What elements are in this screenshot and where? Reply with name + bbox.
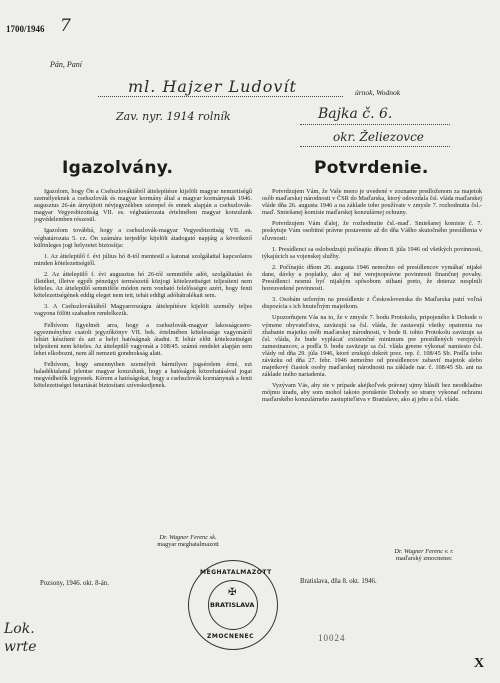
salutation: Pán, Paní: [50, 60, 82, 69]
corner-mark: X: [474, 656, 485, 671]
hu-paragraph: 3. A Csehszlovákiából Magyarországra áttelepítésre kijelölt személy teljes vagyona fölött szabadon rendelkezik.: [34, 303, 252, 318]
sk-paragraph: 2. Počínajúc dňom 26. augusta 1946 nemožno od presídlencov vymáhať nijaké dane, dávky a poplatky, ako aj iné verejnoprávne povinnosti finančnej povahy. Presídlenci nesmú byť nijakým spôsobom stíhaní preto, že doteraz nesplnili horeuvedené povinnosti.: [262, 263, 482, 293]
slovak-text-column: [262, 188, 482, 550]
title-label: úrnok, Wodnok: [355, 88, 401, 97]
hu-paragraph: Felhívom, hogy amennyiben személyét bármilyen jogsérelem érné, ezt haladéktalanul jelentse magyar konzulunk, hogy a hatóságok közrehatásával jogai megvédhetők legyenek. Kérem a hatóságokat, hogy a csehszlovák kormánynak a fenti kötelezettségei betartását biztosítani szíveskedjenek.: [34, 360, 252, 390]
signature-right: [356, 548, 492, 562]
sk-paragraph: Potvrdzujem Vám ďalej, že rozhodnutie čsl.-maď. Smiešanej komisie č. 7. poskytuje Vám osobitné právne postavenie až do dňa Vášho skutočného presídlenia v sľuvnosti:: [262, 220, 482, 242]
place-date-left: Pozsony, 1946. okt. 8-án.: [40, 580, 109, 587]
signature-right-name: Dr. Wagner Ferenc v. r.: [394, 548, 454, 555]
street-line: [300, 124, 450, 125]
birth-info: Zav. nyr. 1914 rolník: [116, 110, 231, 123]
file-number: 1700/1946: [6, 24, 45, 34]
sk-paragraph: Upozorňujem Vás na to, že v zmysle 7. bodu Protokolu, pripojeného k Dohode o výmene obyvateľstva, zaväzujú sa čsl. vláda, že zastavujú všetky opatrenia na zhabanie majetku osôb maďarskej národnosti, v bode 8. tohto Protokolu zaväzuje sa čsl. vláda, že bude vyplácať existenčné minimum pre presídlených verejných zamestnancov, a podľa 9. bodu zaväzuje sa čsl. vláda greene výkonať namiesto čsl. vlády od dňa 29. júla 1946, ktoré zrušujú dekrét prez. rep. č. 108/45 Sb. Podľa toho záväzku od dňa 27. febr. 1946 nemožno od presídlencov zabaviť majetok alebo majetkový čiastok osoby maďarskej národnosti na základe nar. č. 108/45 Sb. ani na základe iného nariadenia.: [262, 314, 482, 379]
stamp-top-text: MEGHATALMAZOTT: [200, 569, 272, 576]
stamp-center-text: BRATISLAVA: [210, 601, 255, 609]
name-line: [98, 96, 343, 97]
stamp-crest-icon: ✠: [228, 587, 237, 598]
sk-paragraph: 3. Osobám určeným na presídlenie z Československa do Maďarska patrí voľná dispozícia s ich hnuteľným majetkom.: [262, 296, 482, 311]
stamp-bottom-text: ZMOCNENEC: [207, 633, 254, 640]
handwritten-note: Lok. wrte: [4, 621, 37, 655]
title-hungarian: Igazolvány.: [62, 158, 174, 178]
address-street: Bajka č. 6.: [318, 106, 393, 122]
hu-paragraph: 2. Az áttelepülő f. évi augusztus hó 26-tól semmiféle adót, szolgáltatást és illetéket, illetve egyéb pénzügyi természetű közjogi kötelezettséget teljesíteni nem köteles. Az áttelepülő semmiféle módon nem vonható felelősségre azért, hogy fenti kötelezettségének eddig eleget nem tett, tehát eddigi adóhátralékait sem.: [34, 270, 252, 300]
signature-left-role: magyar meghatalmazott: [157, 541, 219, 548]
sk-paragraph: Potvrdzujem Vám, že Vaše meno je uvedené v zozname predloženom za majetok osôb maďarskej národnosti v ČSR do Maďarska, ktorý odovzdala čsl. vláda maďarskej vláde dňa 26. augusta 1946 a na základe toho používate v zmysle 7. rozhodnutia čsl.-maď. Smiešanej komisie maďarskej konzulárnej ochrany.: [262, 188, 482, 217]
recipient-name: ml. Hajzer Ludovít: [128, 77, 297, 96]
hu-paragraph: 1. Az áttelepülő f. évi július hó 8-tól mentesül a katonai szolgálattal kapcsolatos minden kötelezettségtől.: [34, 252, 252, 267]
place-date-right: Bratislava, dňa 8. okt. 1946.: [300, 578, 377, 585]
district-line: [300, 146, 450, 147]
hu-paragraph: Felhívom figyelmét arra, hogy a csehszlovák-magyar lakosságcsere-egyezményhez csatolt jegyzőkönyv VII. bek. értelmében kötelessége vagyonáról leltárt készíteni és azt a helyi hatóságnak átadni. E leltár előtt kötelezettséget teljesíteni nem köteles. Az áttelepülő vagyonát a 108/45. számú rendelet alapján sem lehet elkobozni, nem áll nemzeti gondnokság alatt.: [34, 321, 252, 357]
hungarian-text-column: [34, 188, 252, 528]
signature-left-name: Dr. Wagner Ferenc sk.: [159, 534, 217, 541]
official-stamp: [188, 560, 280, 652]
title-slovak: Potvrdenie.: [314, 158, 429, 178]
hu-paragraph: Igazolom, hogy Ön a Csehszlovákiából áttelepítésre kijelölt magyar nemzetiségű személyeknek a csehszlovák és magyar kormány által a magyar kormánynak 1946. augusztus 26-án átnyújtott névjegyzékben szerepel és ennek alapján a csehszlovák-magyar Vegyesbizottság VII. es. végbatározata értelmében magyar konzulunk jogvédelemben részesül.: [34, 188, 252, 224]
address-district: okr. Želiezovce: [333, 130, 424, 144]
sk-paragraph: Vyzývam Vás, aby ste v prípade akéjkoľvek právnej ujmy hlásili bez neodkladno mójmu úradu, aby som mohol takoto porušenie Dohody so strany vykonať ochranu maďarského konzulárneho zastupiteľstva v Bratislave, ako aj jeho a čsl. vláde.: [262, 382, 482, 404]
signature-right-role: maďarský zmocnenec: [395, 555, 453, 562]
hu-paragraph: Igazolom továbbá, hogy a csehszlovák-magyar Vegyesbizottság VII. es. végbatározata 5. cz. Ön számára terjedője kijelölt átadogató napjáig a következő különleges jogi helyzetet biztosítja:: [34, 227, 252, 249]
file-number-hand: 7: [60, 16, 71, 36]
stamp-number: 10024: [318, 633, 346, 643]
signature-left: [118, 534, 258, 548]
sk-paragraph: 1. Presídlenci sa oslobodzujú počínajúc dňom 8. júla 1946 od všetkých povinností, týkajúcich sa vojenskej služby.: [262, 245, 482, 260]
